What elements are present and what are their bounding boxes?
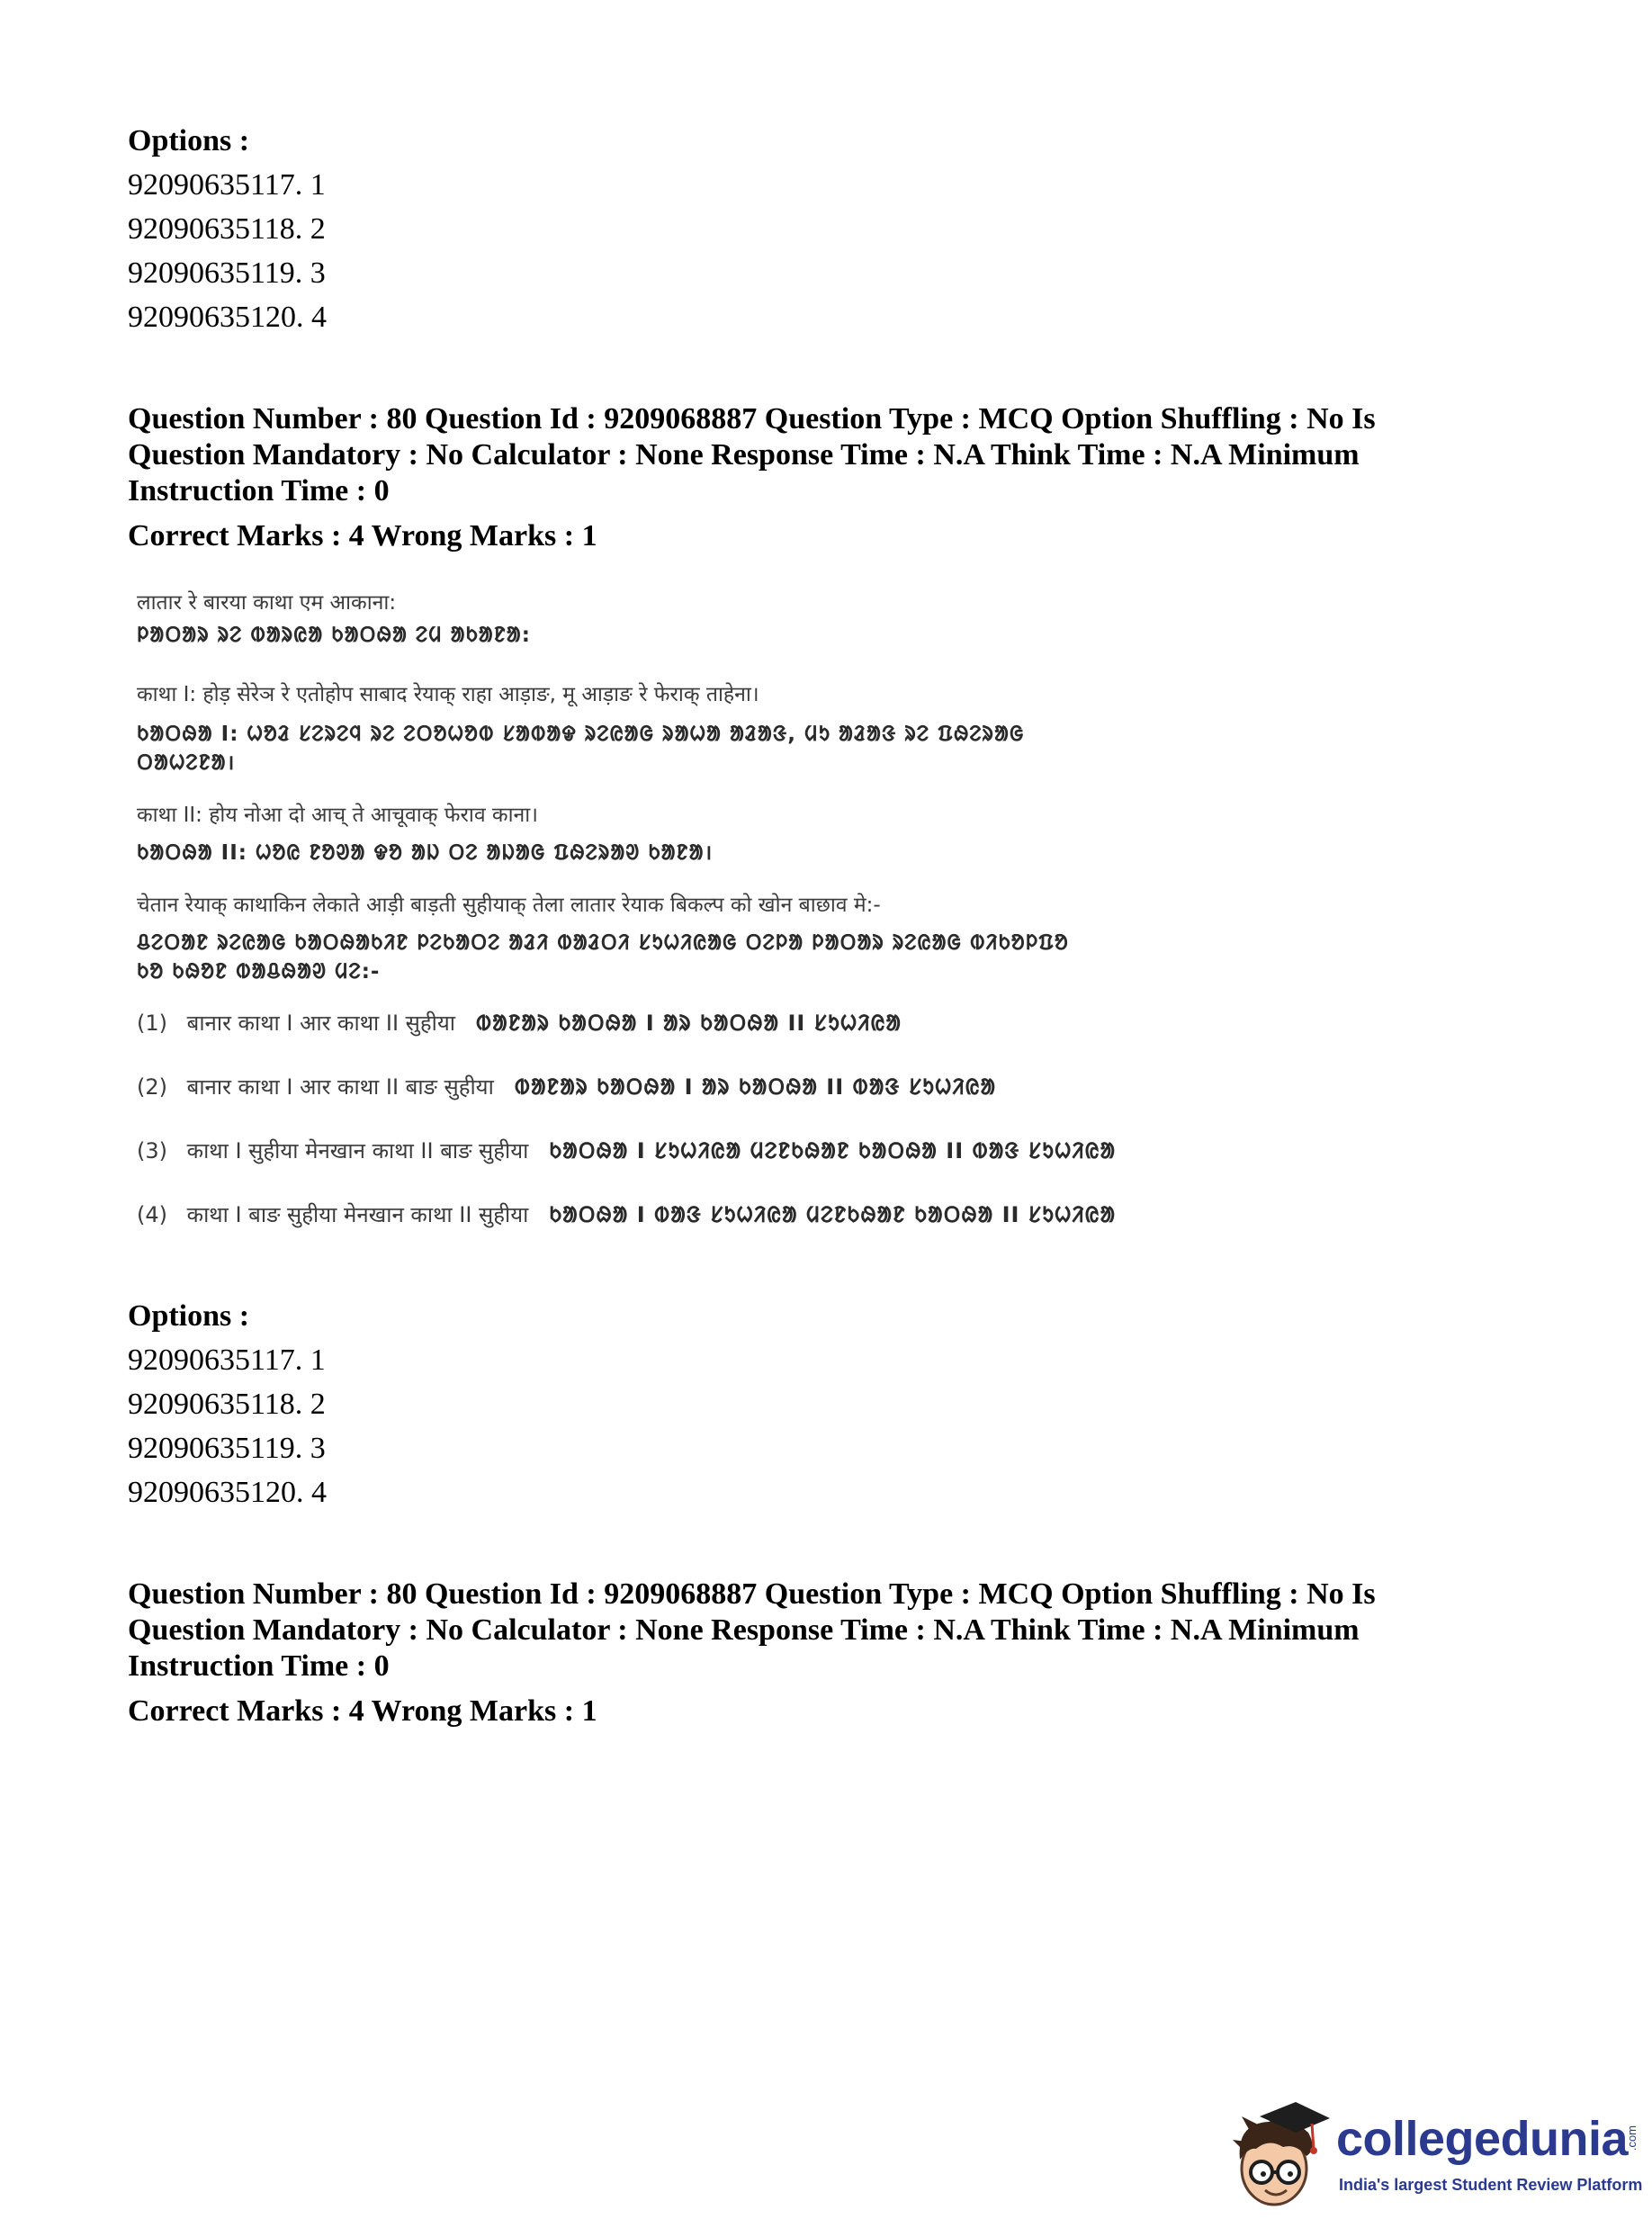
option-item: 92090635117. 1	[128, 1343, 326, 1377]
logo-tagline: India's largest Student Review Platform	[1339, 2176, 1643, 2194]
option-number: (2)	[137, 1074, 167, 1100]
option-hindi: बानार काथा I आर काथा II बाङ सुहीया	[186, 1074, 494, 1100]
collegedunia-logo	[1224, 2097, 1643, 2214]
question-marks: Correct Marks : 4 Wrong Marks : 1	[128, 1694, 597, 1728]
top-options	[128, 119, 1531, 339]
logo-domain: .com	[1625, 2125, 1639, 2152]
question-meta-line: Instruction Time : 0	[128, 474, 390, 508]
option-number: (1)	[137, 1011, 167, 1036]
question-header	[128, 401, 1531, 554]
statement1-hindi: काथा I: होड़ सेरेञ रे एतोहोप साबाद रेयाक् राहा आड़ाङ, मू आड़ाङ रे फेराक् ताहेना।	[137, 683, 759, 706]
statement1-olchiki: ᱠᱟᱛᱷᱟ I: ᱦᱚᱲ ᱥᱮᱨᱮᱧ ᱨᱮ ᱮᱛᱚᱦᱚᱵ ᱥᱟᱵᱟᱫ ᱨᱮᱭᱟᱜ ᱨᱟᱦᱟ ᱟᱲᱟᱝ, ᱢᱩ ᱟᱲᱟᱝ ᱨᱮ ᱯᱷᱮᱨᱟᱜ	[137, 723, 1025, 746]
question-meta-line: Instruction Time : 0	[128, 1649, 390, 1683]
question-meta-line: Question Number : 80 Question Id : 9209068887 Question Type : MCQ Option Shuffling : No Is	[128, 402, 1376, 436]
option-hindi: काथा I सुहीया मेनखान काथा II बाङ सुहीया	[186, 1138, 529, 1163]
logo-brand: collegedunia	[1336, 2112, 1629, 2166]
statement2-hindi: काथा II: होय नोआ दो आच् ते आचूवाक् फेराव काना।	[137, 804, 538, 827]
instruction-olchiki: ᱪᱮᱛᱟᱱ ᱨᱮᱭᱟᱜ ᱠᱟᱛᱷᱟᱠᱤᱱ ᱞᱮᱠᱟᱛᱮ ᱟᱲᱤ ᱵᱟᱲᱛᱤ ᱥᱩᱦᱤᱭᱟᱜ ᱛᱮᱞᱟ ᱞᱟᱛᱟᱨ ᱨᱮᱭᱟᱜ ᱵᱤᱠᱚᱞᱯᱚ	[137, 931, 1069, 955]
options-label: Options :	[128, 124, 250, 157]
option-item: 92090635120. 4	[128, 1476, 327, 1509]
instruction-hindi: चेतान रेयाक् काथाकिन लेकाते आड़ी बाड़ती सुहीयाक् तेला लातार रेयाक बिकल्प को खोन बाछाव मे:-	[137, 894, 881, 917]
option-hindi: काथा I बाङ सुहीया मेनखान काथा II सुहीया	[186, 1202, 529, 1227]
option-number: (4)	[137, 1202, 167, 1227]
option-olchiki: ᱵᱟᱱᱟᱨ ᱠᱟᱛᱷᱟ I ᱟᱨ ᱠᱟᱛᱷᱟ II ᱥᱩᱦᱤᱭᱟ	[475, 1011, 902, 1036]
option-item: 92090635118. 2	[128, 212, 326, 246]
question-marks: Correct Marks : 4 Wrong Marks : 1	[128, 519, 597, 553]
question-header-2	[128, 1577, 1531, 1729]
option-item: 92090635117. 1	[128, 168, 326, 202]
option-olchiki: ᱵᱟᱱᱟᱨ ᱠᱟᱛᱷᱟ I ᱟᱨ ᱠᱟᱛᱷᱟ II ᱵᱟᱝ ᱥᱩᱦᱤᱭᱟ	[514, 1074, 997, 1100]
option-number: (3)	[137, 1138, 167, 1163]
option-hindi: बानार काथा I आर काथा II सुहीया	[186, 1011, 455, 1036]
answer-option-3	[137, 1136, 1116, 1165]
question-meta-line: Question Mandatory : No Calculator : None Response Time : N.A Think Time : N.A Minimum	[128, 1613, 1360, 1647]
options-label: Options :	[128, 1299, 250, 1333]
mid-options	[128, 1294, 1531, 1514]
option-item: 92090635119. 3	[128, 1432, 326, 1465]
option-item: 92090635120. 4	[128, 301, 327, 334]
question-image	[137, 583, 1243, 1236]
option-item: 92090635118. 2	[128, 1388, 326, 1421]
option-olchiki: ᱠᱟᱛᱷᱟ I ᱵᱟᱝ ᱥᱩᱦᱤᱭᱟ ᱢᱮᱱᱠᱷᱟᱱ ᱠᱟᱛᱷᱟ II ᱥᱩᱦᱤᱭᱟ	[549, 1202, 1117, 1227]
option-olchiki: ᱠᱟᱛᱷᱟ I ᱥᱩᱦᱤᱭᱟ ᱢᱮᱱᱠᱷᱟᱱ ᱠᱟᱛᱷᱟ II ᱵᱟᱝ ᱥᱩᱦᱤᱭᱟ	[549, 1138, 1117, 1163]
statement1-olchiki-cont: ᱛᱟᱦᱮᱱᱟ।	[137, 751, 236, 775]
answer-option-1	[137, 1008, 902, 1038]
question-meta-line: Question Mandatory : No Calculator : None Response Time : N.A Think Time : N.A Minimum	[128, 438, 1360, 472]
answer-option-4	[137, 1199, 1116, 1229]
intro-olchiki: ᱞᱟᱛᱟᱨ ᱨᱮ ᱵᱟᱨᱭᱟ ᱠᱟᱛᱷᱟ ᱮᱢ ᱟᱠᱟᱱᱟ:	[137, 624, 531, 647]
statement2-olchiki: ᱠᱟᱛᱷᱟ II: ᱦᱚᱭ ᱱᱚᱣᱟ ᱫᱚ ᱟᱡ ᱛᱮ ᱟᱡᱟᱜ ᱯᱷᱮᱨᱟᱣ ᱠᱟᱱᱟ।	[137, 841, 714, 865]
answer-option-2	[137, 1072, 996, 1101]
instruction-olchiki-cont: ᱠᱚ ᱠᱷᱚᱱ ᱵᱟᱪᱷᱟᱣ ᱢᱮ:-	[137, 960, 381, 984]
question-meta-line: Question Number : 80 Question Id : 9209068887 Question Type : MCQ Option Shuffling : No Is	[128, 1577, 1376, 1611]
intro-hindi: लातार रे बारया काथा एम आकाना:	[137, 591, 397, 615]
mascot-icon	[1224, 2097, 1332, 2214]
option-item: 92090635119. 3	[128, 256, 326, 290]
